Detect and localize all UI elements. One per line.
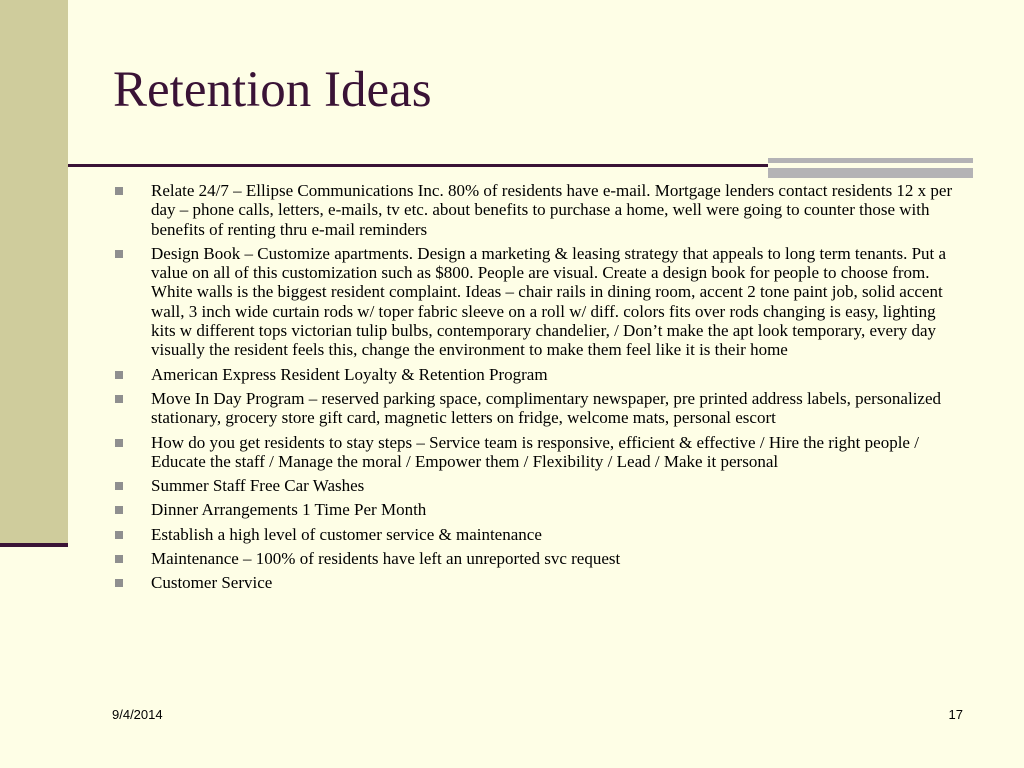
- bullet-item: [113, 573, 963, 592]
- bullet-item: [113, 549, 963, 568]
- left-decorative-rule: [0, 543, 68, 547]
- bullet-item: [113, 365, 963, 384]
- bullet-text: How do you get residents to stay steps – Service team is responsive, efficient & effective / Hire the right people / Educate the staff / Manage the moral / Empower them / Flexibility / Lead / Make it personal: [151, 432, 919, 471]
- square-bullet-icon: [115, 395, 123, 403]
- bullet-text: Move In Day Program – reserved parking space, complimentary newspaper, pre printed address labels, personalized stationary, grocery store gift card, magnetic letters on fridge, welcome mats, personal escort: [151, 388, 942, 428]
- bullet-text: Design Book – Customize apartments. Design a marketing & leasing strategy that appeals to long term tenants. Put a value on all of this customization such as $800. People are visual. Create a design book for people to choose from. White walls is the biggest resident complaint. Ideas – chair rails in dining room, accent 2 tone paint job, solid accent wall, 3 inch wide curtain rods w/ toper fabric sleeve on a roll w/ diff. colors fits over rods changing is easy, lighting kits w different tops victorian tulip bulbs, contemporary chandelier, / Don’t make the apt look temporary, every day visually the resident feels this, change the environment to make them feel like it is their home: [151, 243, 947, 360]
- square-bullet-icon: [115, 555, 123, 563]
- footer-page-number: 17: [948, 707, 963, 722]
- square-bullet-icon: [115, 531, 123, 539]
- footer-date: 9/4/2014: [112, 707, 163, 722]
- square-bullet-icon: [115, 482, 123, 490]
- square-bullet-icon: [115, 187, 123, 195]
- bullet-list: [113, 181, 963, 598]
- title-underline: [68, 164, 768, 167]
- bullet-item: [113, 500, 963, 519]
- bullet-item: [113, 181, 963, 239]
- square-bullet-icon: [115, 371, 123, 379]
- bullet-text: Customer Service: [151, 573, 273, 593]
- bullet-text: Establish a high level of customer service & maintenance: [151, 524, 542, 544]
- bullet-item: [113, 389, 963, 428]
- square-bullet-icon: [115, 250, 123, 258]
- bullet-text: Relate 24/7 – Ellipse Communications Inc. 80% of residents have e-mail. Mortgage lenders contact residents 12 x per day – phone calls, letters, e-mails, tv etc. about benefits to purchase a home, well were going to counter those with benefits of renting thru e-mail reminders: [151, 181, 953, 239]
- bullet-item: [113, 476, 963, 495]
- left-decorative-band: [0, 0, 68, 546]
- accent-stripe-bar: [768, 158, 973, 178]
- square-bullet-icon: [115, 506, 123, 514]
- slide-title: Retention Ideas: [113, 62, 432, 118]
- bullet-item: [113, 525, 963, 544]
- bullet-text: American Express Resident Loyalty & Retention Program: [151, 364, 548, 384]
- square-bullet-icon: [115, 439, 123, 447]
- bullet-text: Summer Staff Free Car Washes: [151, 476, 365, 496]
- bullet-text: Dinner Arrangements 1 Time Per Month: [151, 500, 427, 520]
- bullet-item: [113, 244, 963, 360]
- bullet-text: Maintenance – 100% of residents have left an unreported svc request: [151, 549, 621, 569]
- square-bullet-icon: [115, 579, 123, 587]
- bullet-item: [113, 433, 963, 472]
